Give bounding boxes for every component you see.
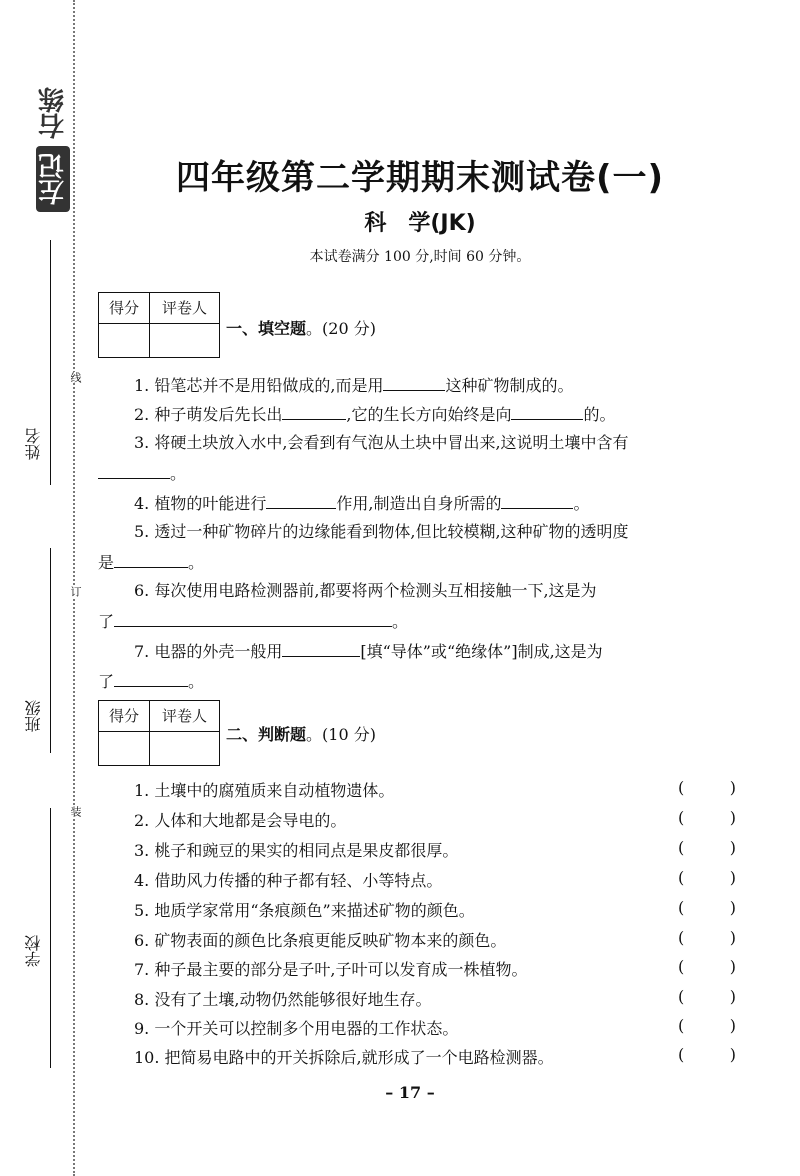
answer-parentheses[interactable]: ( )	[678, 778, 736, 797]
answer-parentheses[interactable]: ( )	[678, 987, 736, 1006]
answer-blank[interactable]	[501, 490, 573, 509]
class-underline	[50, 548, 51, 753]
judgement-item: 2. 人体和大地都是会导电的。	[134, 811, 347, 830]
judgement-item: 4. 借助风力传播的种子都有轻、小等特点。	[134, 871, 443, 890]
class-label: 班级	[24, 700, 43, 732]
score-box-section-2	[98, 700, 220, 766]
answer-blank[interactable]	[114, 549, 188, 568]
name-underline	[50, 240, 51, 485]
question-4: 4. 植物的叶能进行 作用,制造出自身所需的 。	[134, 490, 589, 514]
judgement-item: 8. 没有了土壤,动物仍然能够很好地生存。	[134, 990, 432, 1009]
name-label: 姓名	[24, 428, 43, 460]
bind-mark-xian: 线	[69, 372, 82, 383]
score-label: 得分	[108, 299, 139, 317]
section-2-title: 二、判断题	[226, 725, 307, 744]
answer-blank[interactable]	[98, 460, 170, 479]
exam-subject: 科 学(JK)	[364, 211, 476, 236]
question-7-continued: 了 。	[98, 668, 204, 692]
bind-mark-ding: 订	[69, 586, 82, 597]
grader-label: 评卷人	[161, 299, 207, 317]
question-2: 2. 种子萌发后先长出 ,它的生长方向始终是向 的。	[134, 401, 615, 425]
judgement-item: 10. 把简易电路中的开关拆除后,就形成了一个电路检测器。	[134, 1048, 554, 1067]
answer-blank[interactable]	[266, 490, 336, 509]
section-2-heading	[226, 722, 376, 745]
judgement-item: 3. 桃子和豌豆的果实的相同点是果皮都很厚。	[134, 841, 459, 860]
score-box-section-1	[98, 292, 220, 358]
question-1: 1. 铅笔芯并不是用铅做成的,而是用 这种矿物制成的。	[134, 372, 573, 396]
answer-blank[interactable]	[114, 668, 188, 687]
section-1-title: 一、填空题	[226, 319, 307, 338]
exam-title: 四年级第二学期期末测试卷(一)	[175, 158, 665, 198]
page-number: – 17 –	[385, 1083, 435, 1102]
answer-parentheses[interactable]: ( )	[678, 1045, 736, 1064]
section-2-points: 。(10 分)	[306, 725, 376, 744]
bind-mark-zhuang: 装	[69, 806, 82, 817]
answer-parentheses[interactable]: ( )	[678, 838, 736, 857]
answer-blank[interactable]	[282, 638, 360, 657]
answer-parentheses[interactable]: ( )	[678, 868, 736, 887]
question-5: 5. 透过一种矿物碎片的边缘能看到物体,但比较模糊,这种矿物的透明度	[134, 522, 629, 541]
question-3-continued: 。	[98, 460, 186, 484]
answer-parentheses[interactable]: ( )	[678, 898, 736, 917]
question-3: 3. 将硬土块放入水中,会看到有气泡从土块中冒出来,这说明土壤中含有	[134, 433, 629, 452]
brand-right-text: 右练	[38, 87, 69, 139]
answer-parentheses[interactable]: ( )	[678, 1016, 736, 1035]
school-underline	[50, 808, 51, 1068]
answer-blank[interactable]	[114, 608, 392, 627]
answer-parentheses[interactable]: ( )	[678, 957, 736, 976]
answer-parentheses[interactable]: ( )	[678, 928, 736, 947]
judgement-item: 1. 土壤中的腐殖质来自动植物遗体。	[134, 781, 395, 800]
exam-note: 本试卷满分 100 分,时间 60 分钟。	[309, 249, 531, 265]
judgement-item: 6. 矿物表面的颜色比条痕更能反映矿物本来的颜色。	[134, 931, 507, 950]
brand-logo	[36, 82, 70, 212]
answer-parentheses[interactable]: ( )	[678, 808, 736, 827]
question-7: 7. 电器的外壳一般用 [填“导体”或“绝缘体”]制成,这是为	[134, 638, 603, 662]
brand-left-text: 左记	[36, 146, 70, 212]
question-5-continued: 是 。	[98, 549, 204, 573]
answer-blank[interactable]	[511, 401, 583, 420]
judgement-item: 7. 种子最主要的部分是子叶,子叶可以发育成一株植物。	[134, 960, 528, 979]
question-6: 6. 每次使用电路检测器前,都要将两个检测头互相接触一下,这是为	[134, 581, 597, 600]
answer-blank[interactable]	[383, 372, 445, 391]
section-1-points: 。(20 分)	[306, 319, 376, 338]
score-label: 得分	[108, 707, 139, 725]
answer-blank[interactable]	[282, 401, 346, 420]
school-label: 学校	[24, 935, 43, 967]
judgement-item: 9. 一个开关可以控制多个用电器的工作状态。	[134, 1019, 459, 1038]
question-6-continued: 了 。	[98, 608, 408, 632]
section-1-heading	[226, 316, 376, 339]
judgement-item: 5. 地质学家常用“条痕颜色”来描述矿物的颜色。	[134, 901, 475, 920]
grader-label: 评卷人	[161, 707, 207, 725]
